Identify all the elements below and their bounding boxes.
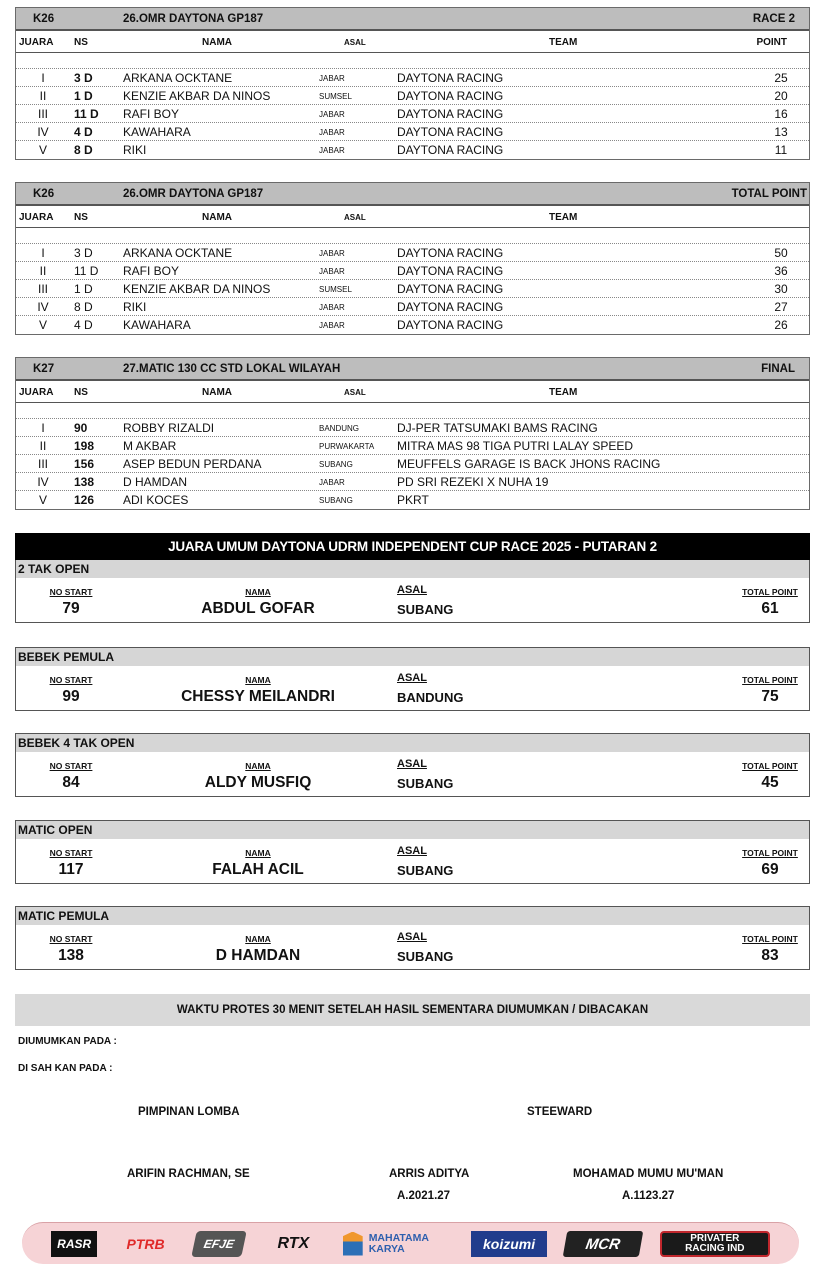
sponsor-logo-koizumi: koizumi [471, 1231, 547, 1257]
value-asal: SUBANG [397, 949, 454, 964]
champion-banner-title: JUARA UMUM DAYTONA UDRM INDEPENDENT CUP RACE 2025 - PUTARAN 2 [15, 533, 810, 560]
value-asal: SUBANG [397, 863, 454, 878]
cell-juara: I [41, 421, 45, 435]
value-asal: SUBANG [397, 602, 454, 617]
champion-category [15, 820, 810, 884]
label-nama: NAMA [245, 761, 271, 771]
class-code: K26 [33, 187, 55, 200]
sponsor-logo-mahatama-karya [343, 1231, 453, 1257]
session-tag: RACE 2 [752, 12, 795, 25]
cell-asal: SUMSEL [319, 285, 352, 294]
table-row [16, 105, 809, 123]
cell-asal: JABAR [319, 267, 345, 276]
cell-asal: BANDUNG [319, 424, 360, 433]
table-row [16, 491, 809, 509]
col-point: POINT [756, 37, 787, 48]
cell-ns: 4 D [74, 125, 93, 139]
col-ns: NS [74, 212, 88, 223]
session-tag: FINAL [761, 362, 795, 375]
cell-ns: 138 [74, 475, 95, 489]
cell-team: DAYTONA RACING [397, 246, 504, 260]
cell-point: 13 [774, 125, 788, 139]
col-asal: ASAL [344, 213, 366, 222]
mahatama-line2: KARYA [368, 1242, 405, 1255]
column-headers [16, 381, 809, 403]
sponsor-logo-rtx: RTX [277, 1234, 310, 1252]
class-name: 27.MATIC 130 CC STD LOKAL WILAYAH [123, 362, 341, 375]
cell-team: DAYTONA RACING [397, 318, 504, 332]
cell-ns: 3 D [74, 71, 93, 85]
cell-point: 30 [774, 282, 788, 296]
cell-ns: 1 D [74, 89, 93, 103]
cell-juara: I [41, 71, 45, 85]
cell-nama: ARKANA OCKTANE [123, 246, 233, 260]
col-team: TEAM [549, 37, 578, 48]
cell-team: MITRA MAS 98 TIGA PUTRI LALAY SPEED [397, 439, 634, 453]
sponsor-logo-efje: EFJE [191, 1231, 247, 1257]
cell-nama: D HAMDAN [123, 475, 188, 489]
cell-juara: III [37, 107, 48, 121]
cell-team: PD SRI REZEKI X NUHA 19 [397, 475, 549, 489]
champion-category [15, 560, 810, 623]
label-nama: NAMA [245, 587, 271, 597]
category-name: BEBEK PEMULA [16, 648, 809, 666]
table-row [16, 437, 809, 455]
value-asal: BANDUNG [397, 690, 464, 705]
category-name: BEBEK 4 TAK OPEN [16, 734, 809, 752]
cell-nama: ROBBY RIZALDI [123, 421, 215, 435]
table-row [16, 280, 809, 298]
label-no-start: NO START [49, 587, 93, 597]
cell-nama: KENZIE AKBAR DA NINOS [123, 282, 271, 296]
blank-row [16, 228, 809, 244]
value-nama: FALAH ACIL [212, 861, 304, 878]
cell-asal: JABAR [319, 249, 345, 258]
cell-nama: RIKI [123, 143, 147, 157]
cell-juara: IV [37, 475, 49, 489]
cell-team: DAYTONA RACING [397, 89, 504, 103]
cell-team: DAYTONA RACING [397, 143, 504, 157]
value-asal: SUBANG [397, 776, 454, 791]
col-asal: ASAL [344, 38, 366, 47]
category-name: MATIC PEMULA [16, 907, 809, 925]
table-row [16, 141, 809, 159]
blank-row [16, 403, 809, 419]
sponsor-logo-rasr: RASR [51, 1231, 97, 1257]
cell-asal: SUMSEL [319, 92, 352, 101]
column-headers [16, 31, 809, 53]
cell-asal: JABAR [319, 321, 345, 330]
label-total-point: TOTAL POINT [742, 675, 798, 685]
table-row [16, 316, 809, 334]
race-leader-title: PIMPINAN LOMBA [138, 1106, 240, 1118]
cell-asal: JABAR [319, 303, 345, 312]
cell-nama: RAFI BOY [123, 107, 180, 121]
table-row [16, 298, 809, 316]
label-asal: ASAL [397, 845, 427, 857]
col-nama: NAMA [202, 387, 232, 398]
value-total-point: 61 [761, 600, 779, 617]
value-nama: ABDUL GOFAR [201, 600, 315, 617]
champion-details [16, 839, 809, 883]
cell-nama: KAWAHARA [123, 125, 191, 139]
cell-nama: M AKBAR [123, 439, 177, 453]
results-table-race2 [15, 7, 810, 160]
label-no-start: NO START [49, 848, 93, 858]
champion-category [15, 906, 810, 970]
champion-details [16, 666, 809, 710]
results-table-final [15, 357, 810, 510]
cell-team: DAYTONA RACING [397, 282, 504, 296]
label-total-point: TOTAL POINT [742, 587, 798, 597]
cell-asal: JABAR [319, 128, 345, 137]
cell-point: 50 [774, 246, 788, 260]
steward1-name: ARRIS ADITYA [389, 1168, 470, 1180]
class-code: K26 [33, 12, 55, 25]
label-asal: ASAL [397, 584, 427, 596]
race-leader-name: ARIFIN RACHMAN, SE [127, 1168, 250, 1180]
value-nama: CHESSY MEILANDRI [181, 688, 335, 705]
class-name: 26.OMR DAYTONA GP187 [123, 12, 264, 25]
table-row [16, 455, 809, 473]
col-team: TEAM [549, 387, 578, 398]
cell-team: DJ-PER TATSUMAKI BAMS RACING [397, 421, 598, 435]
cell-juara: IV [37, 300, 49, 314]
sponsor-strip [22, 1222, 799, 1264]
cell-asal: SUBANG [319, 460, 353, 469]
cell-point: 11 [774, 143, 788, 157]
cell-asal: JABAR [319, 74, 345, 83]
value-no-start: 138 [58, 947, 84, 964]
table-header-bar [16, 8, 809, 31]
table-row [16, 87, 809, 105]
cell-point: 26 [774, 318, 788, 332]
label-total-point: TOTAL POINT [742, 934, 798, 944]
col-juara: JUARA [19, 37, 54, 48]
cell-asal: JABAR [319, 478, 345, 487]
category-name: 2 TAK OPEN [16, 560, 809, 578]
cell-team: DAYTONA RACING [397, 71, 504, 85]
champion-details [16, 578, 809, 622]
value-total-point: 83 [761, 947, 779, 964]
ratified-at-label: DI SAH KAN PADA : [18, 1063, 113, 1074]
cell-point: 20 [774, 89, 788, 103]
blank-row [16, 53, 809, 69]
cell-ns: 11 D [74, 107, 99, 121]
value-no-start: 79 [62, 600, 80, 617]
cell-point: 27 [774, 300, 788, 314]
value-total-point: 69 [761, 861, 779, 878]
cell-ns: 1 D [74, 282, 93, 296]
class-code: K27 [33, 362, 55, 375]
cell-point: 36 [774, 264, 788, 278]
value-no-start: 117 [58, 861, 84, 878]
steward2-name: MOHAMAD MUMU MU'MAN [573, 1168, 724, 1180]
class-name: 26.OMR DAYTONA GP187 [123, 187, 264, 200]
cell-juara: III [37, 282, 48, 296]
table-row [16, 262, 809, 280]
cell-juara: V [38, 143, 47, 157]
cell-nama: ARKANA OCKTANE [123, 71, 233, 85]
cell-asal: SUBANG [319, 496, 353, 505]
table-row [16, 419, 809, 437]
cell-nama: ASEP BEDUN PERDANA [123, 457, 262, 471]
privater-line2: RACING IND [685, 1242, 745, 1254]
col-juara: JUARA [19, 387, 54, 398]
label-nama: NAMA [245, 848, 271, 858]
value-nama: ALDY MUSFIQ [204, 774, 312, 791]
cell-ns: 156 [74, 457, 95, 471]
champion-category [15, 733, 810, 797]
steward-title: STEEWARD [527, 1106, 593, 1118]
value-total-point: 75 [761, 688, 779, 705]
cell-team: DAYTONA RACING [397, 264, 504, 278]
cell-juara: V [38, 318, 47, 332]
cell-asal: JABAR [319, 146, 345, 155]
champion-details [16, 752, 809, 796]
sponsor-logo-mcr: MCR [563, 1231, 644, 1257]
privater-line1: PRIVATER [690, 1232, 740, 1244]
cell-ns: 8 D [74, 143, 93, 157]
sponsor-logo-ptrb: PTRB [126, 1235, 165, 1252]
value-no-start: 99 [62, 688, 80, 705]
cell-nama: RIKI [123, 300, 147, 314]
label-no-start: NO START [49, 675, 93, 685]
session-tag: TOTAL POINT [731, 187, 807, 200]
cell-team: PKRT [397, 493, 429, 507]
value-nama: D HAMDAN [215, 947, 301, 964]
cell-nama: KENZIE AKBAR DA NINOS [123, 89, 271, 103]
cell-asal: JABAR [319, 110, 345, 119]
cell-team: MEUFFELS GARAGE IS BACK JHONS RACING [397, 457, 661, 471]
label-asal: ASAL [397, 931, 427, 943]
table-row [16, 69, 809, 87]
label-no-start: NO START [49, 761, 93, 771]
steward1-id: A.2021.27 [397, 1190, 451, 1202]
table-header-bar [16, 358, 809, 381]
announced-at-label: DIUMUMKAN PADA : [18, 1036, 117, 1047]
label-asal: ASAL [397, 758, 427, 770]
column-headers [16, 206, 809, 228]
cell-team: DAYTONA RACING [397, 107, 504, 121]
cell-juara: IV [37, 125, 49, 139]
cell-ns: 11 D [74, 264, 99, 278]
cell-ns: 8 D [74, 300, 93, 314]
sponsor-logo-privater-racing [660, 1231, 770, 1257]
cell-point: 16 [774, 107, 788, 121]
protest-notice: WAKTU PROTES 30 MENIT SETELAH HASIL SEMENTARA DIUMUMKAN / DIBACAKAN [15, 994, 810, 1026]
cell-nama: RAFI BOY [123, 264, 180, 278]
mahatama-icon [343, 1232, 363, 1256]
label-total-point: TOTAL POINT [742, 848, 798, 858]
steward2-id: A.1123.27 [622, 1190, 675, 1202]
results-table-total-point [15, 182, 810, 335]
champion-details [16, 925, 809, 969]
category-name: MATIC OPEN [16, 821, 809, 839]
table-row [16, 244, 809, 262]
value-total-point: 45 [761, 774, 779, 791]
cell-ns: 198 [74, 439, 95, 453]
cell-ns: 4 D [74, 318, 93, 332]
cell-nama: ADI KOCES [123, 493, 189, 507]
cell-ns: 126 [74, 493, 95, 507]
cell-juara: I [41, 246, 45, 260]
cell-point: 25 [774, 71, 788, 85]
cell-juara: V [38, 493, 47, 507]
label-total-point: TOTAL POINT [742, 761, 798, 771]
cell-juara: III [37, 457, 48, 471]
cell-juara: II [39, 89, 47, 103]
cell-asal: PURWAKARTA [319, 442, 375, 451]
label-nama: NAMA [245, 675, 271, 685]
mahatama-line1: MAHATAMA [368, 1231, 429, 1244]
table-row [16, 473, 809, 491]
col-team: TEAM [549, 212, 578, 223]
champion-category [15, 647, 810, 711]
cell-ns: 3 D [74, 246, 93, 260]
value-no-start: 84 [62, 774, 80, 791]
mahatama-text [369, 1233, 429, 1255]
cell-juara: II [39, 264, 47, 278]
label-asal: ASAL [397, 672, 427, 684]
col-juara: JUARA [19, 212, 54, 223]
cell-team: DAYTONA RACING [397, 300, 504, 314]
cell-juara: II [39, 439, 47, 453]
cell-team: DAYTONA RACING [397, 125, 504, 139]
label-no-start: NO START [49, 934, 93, 944]
col-asal: ASAL [344, 388, 366, 397]
cell-ns: 90 [74, 421, 88, 435]
table-header-bar [16, 183, 809, 206]
col-ns: NS [74, 37, 88, 48]
col-ns: NS [74, 387, 88, 398]
label-nama: NAMA [245, 934, 271, 944]
table-row [16, 123, 809, 141]
col-nama: NAMA [202, 212, 232, 223]
col-nama: NAMA [202, 37, 232, 48]
cell-nama: KAWAHARA [123, 318, 191, 332]
